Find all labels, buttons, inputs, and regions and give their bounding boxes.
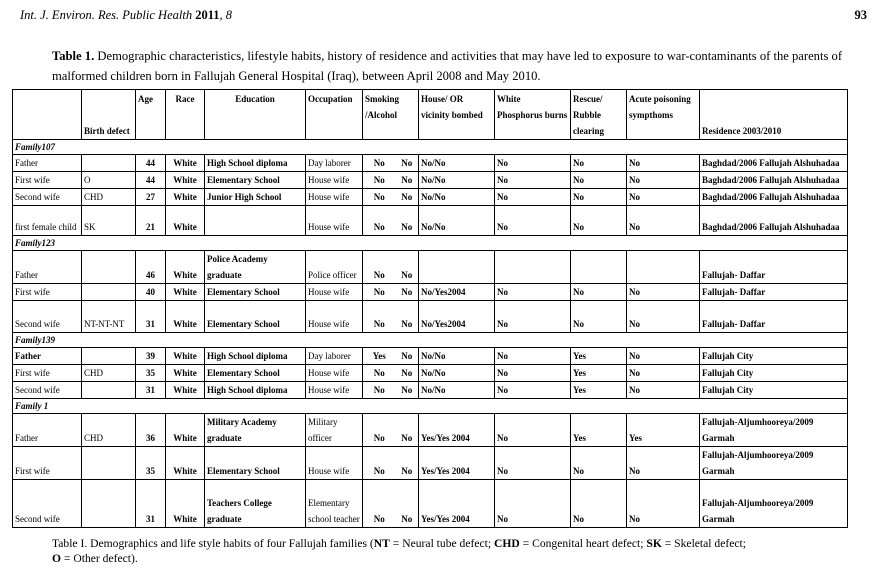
cell-age: 31 — [136, 382, 166, 399]
caption-text: Demographic characteristics, lifestyle habits, history of residence and activities that may have led to exposure to war-contaminants of the parents of malformed children born in Fallujah General Hospital (Iraq), between April 2008 and May 2010. — [52, 49, 843, 83]
cell-occupation: Elementary school teacher — [306, 480, 363, 528]
cell-defect: CHD — [82, 414, 136, 447]
cell-age: 31 — [136, 480, 166, 528]
footnote-text-sk: = Skeletal defect; — [661, 537, 746, 550]
header-house-bombed: House/ OR vicinity bombed — [419, 90, 495, 140]
header-race: Race — [166, 90, 205, 140]
cell-alcohol: No — [396, 284, 419, 301]
header-white-phosphorus: White Phosphorus burns — [495, 90, 571, 140]
cell-rescue: Yes — [571, 365, 627, 382]
cell-residence: Baghdad/2006 Fallujah Alshuhadaa — [700, 172, 848, 189]
cell-age: 44 — [136, 155, 166, 172]
cell-house: No/No — [419, 365, 495, 382]
table-row — [13, 172, 848, 189]
cell-residence: Baghdad/2006 Fallujah Alshuhadaa — [700, 155, 848, 172]
cell-house: No/No — [419, 382, 495, 399]
family-header-row — [13, 140, 848, 155]
cell-poisoning: No — [627, 172, 700, 189]
cell-alcohol: No — [396, 447, 419, 480]
cell-phosphorus: No — [495, 414, 571, 447]
cell-defect: NT-NT-NT — [82, 301, 136, 333]
footnote-text-o: = Other defect). — [61, 552, 138, 565]
cell-smoking: No — [363, 172, 396, 189]
cell-residence: Fallujah-Aljumhooreya/2009 Garmah — [700, 447, 848, 480]
cell-residence: Fallujah- Daffar — [700, 301, 848, 333]
cell-house — [419, 251, 495, 284]
journal-year: 2011 — [195, 8, 220, 22]
cell-age: 44 — [136, 172, 166, 189]
header-age: Age — [136, 90, 166, 140]
table-row — [13, 414, 848, 447]
cell-poisoning: No — [627, 348, 700, 365]
cell-age: 35 — [136, 447, 166, 480]
table-row — [13, 348, 848, 365]
cell-member: First wife — [13, 284, 82, 301]
header-birth-defect: Birth defect — [82, 90, 136, 140]
cell-poisoning: No — [627, 284, 700, 301]
cell-residence: Fallujah City — [700, 382, 848, 399]
cell-defect: SK — [82, 206, 136, 236]
cell-house: Yes/Yes 2004 — [419, 447, 495, 480]
cell-member: first female child — [13, 206, 82, 236]
cell-rescue: No — [571, 301, 627, 333]
cell-smoking: No — [363, 155, 396, 172]
cell-house: Yes/Yes 2004 — [419, 480, 495, 528]
journal-title: Int. J. Environ. Res. Public Health — [20, 8, 193, 22]
cell-defect — [82, 251, 136, 284]
cell-smoking: No — [363, 301, 396, 333]
family-header-row — [13, 399, 848, 414]
cell-education: Military Academy graduate — [205, 414, 306, 447]
cell-smoking: No — [363, 189, 396, 206]
cell-occupation: House wife — [306, 365, 363, 382]
table-row — [13, 365, 848, 382]
cell-house: No/No — [419, 206, 495, 236]
family-header-row — [13, 333, 848, 348]
cell-smoking: No — [363, 365, 396, 382]
page-number: 93 — [854, 8, 867, 22]
cell-race: White — [166, 251, 205, 284]
cell-race: White — [166, 284, 205, 301]
cell-rescue: No — [571, 172, 627, 189]
cell-phosphorus: No — [495, 365, 571, 382]
cell-education: Elementary School — [205, 301, 306, 333]
caption-label: Table 1. — [52, 49, 95, 63]
family-header-row — [13, 236, 848, 251]
footnote-abbr-o: O — [52, 552, 62, 565]
cell-occupation: House wife — [306, 206, 363, 236]
cell-poisoning: No — [627, 206, 700, 236]
cell-phosphorus: No — [495, 447, 571, 480]
table-row — [13, 155, 848, 172]
demographics-table — [12, 89, 848, 528]
cell-race: White — [166, 172, 205, 189]
cell-rescue: No — [571, 447, 627, 480]
cell-age: 46 — [136, 251, 166, 284]
cell-race: White — [166, 348, 205, 365]
table-caption — [52, 46, 852, 86]
table-row — [13, 251, 848, 284]
cell-member: Father — [13, 251, 82, 284]
cell-alcohol: No — [396, 155, 419, 172]
cell-age: 40 — [136, 284, 166, 301]
table-row — [13, 301, 848, 333]
footnote-lead: Table I. Demographics and life style habits of four Fallujah families ( — [52, 537, 374, 550]
cell-education: High School diploma — [205, 382, 306, 399]
family-name: Family139 — [13, 333, 848, 348]
cell-alcohol: No — [396, 480, 419, 528]
cell-alcohol: No — [396, 382, 419, 399]
cell-education: Elementary School — [205, 447, 306, 480]
cell-house: No/No — [419, 155, 495, 172]
cell-member: Second wife — [13, 382, 82, 399]
table-row — [13, 480, 848, 528]
cell-smoking: No — [363, 480, 396, 528]
cell-poisoning — [627, 251, 700, 284]
cell-alcohol: No — [396, 348, 419, 365]
cell-race: White — [166, 365, 205, 382]
cell-smoking: Yes — [363, 348, 396, 365]
header-rescue-rubble: Rescue/ Rubble clearing — [571, 90, 627, 140]
header-residence: Residence 2003/2010 — [700, 90, 848, 140]
cell-occupation: House wife — [306, 189, 363, 206]
cell-age: 36 — [136, 414, 166, 447]
cell-alcohol: No — [396, 301, 419, 333]
cell-age: 39 — [136, 348, 166, 365]
cell-poisoning: No — [627, 155, 700, 172]
cell-residence: Baghdad/2006 Fallujah Alshuhadaa — [700, 206, 848, 236]
cell-member: Second wife — [13, 189, 82, 206]
cell-alcohol: No — [396, 414, 419, 447]
cell-alcohol: No — [396, 365, 419, 382]
cell-rescue — [571, 251, 627, 284]
family-name: Family123 — [13, 236, 848, 251]
cell-residence: Fallujah City — [700, 348, 848, 365]
table-row — [13, 284, 848, 301]
cell-education: High School diploma — [205, 348, 306, 365]
cell-education: Police Academy graduate — [205, 251, 306, 284]
cell-defect — [82, 155, 136, 172]
cell-house: No/Yes2004 — [419, 284, 495, 301]
cell-member: Father — [13, 348, 82, 365]
cell-race: White — [166, 206, 205, 236]
cell-education: Teachers College graduate — [205, 480, 306, 528]
cell-smoking: No — [363, 447, 396, 480]
cell-house: Yes/Yes 2004 — [419, 414, 495, 447]
cell-education: Junior High School — [205, 189, 306, 206]
table-footnote — [52, 536, 852, 566]
cell-education: Elementary School — [205, 365, 306, 382]
cell-race: White — [166, 155, 205, 172]
family-name: Family107 — [13, 140, 848, 155]
cell-member: Father — [13, 155, 82, 172]
cell-race: White — [166, 189, 205, 206]
cell-smoking: No — [363, 382, 396, 399]
cell-phosphorus: No — [495, 480, 571, 528]
journal-volume: 8 — [225, 8, 233, 22]
header-smoking-alcohol: Smoking /Alcohol — [363, 90, 396, 140]
cell-defect — [82, 382, 136, 399]
cell-race: White — [166, 447, 205, 480]
footnote-abbr-chd: CHD — [493, 537, 520, 550]
footnote-abbr-nt: NT — [373, 537, 390, 550]
cell-phosphorus: No — [495, 172, 571, 189]
cell-smoking: No — [363, 414, 396, 447]
footnote-abbr-sk: SK — [646, 537, 662, 550]
cell-rescue: Yes — [571, 348, 627, 365]
cell-member: First wife — [13, 447, 82, 480]
cell-occupation: Police officer — [306, 251, 363, 284]
cell-age: 31 — [136, 301, 166, 333]
cell-phosphorus: No — [495, 382, 571, 399]
cell-alcohol: No — [396, 172, 419, 189]
cell-race: White — [166, 301, 205, 333]
cell-member: First wife — [13, 172, 82, 189]
table-row — [13, 447, 848, 480]
cell-house: No/No — [419, 172, 495, 189]
table-row — [13, 206, 848, 236]
cell-phosphorus: No — [495, 348, 571, 365]
cell-poisoning: No — [627, 365, 700, 382]
cell-phosphorus: No — [495, 284, 571, 301]
cell-occupation: House wife — [306, 447, 363, 480]
cell-occupation: House wife — [306, 172, 363, 189]
cell-occupation: Day laborer — [306, 348, 363, 365]
header-acute-poisoning: Acute poisoning sympthoms — [627, 90, 700, 140]
footnote-text-nt: = Neural tube defect; — [389, 537, 494, 550]
cell-occupation: House wife — [306, 284, 363, 301]
cell-defect — [82, 284, 136, 301]
cell-poisoning: No — [627, 447, 700, 480]
cell-rescue: No — [571, 189, 627, 206]
cell-residence: Fallujah City — [700, 365, 848, 382]
cell-education: Elementary School — [205, 172, 306, 189]
cell-race: White — [166, 382, 205, 399]
cell-residence: Baghdad/2006 Fallujah Alshuhadaa — [700, 189, 848, 206]
cell-poisoning: Yes — [627, 414, 700, 447]
cell-house: No/Yes2004 — [419, 301, 495, 333]
cell-occupation: Day laborer — [306, 155, 363, 172]
cell-alcohol: No — [396, 189, 419, 206]
cell-rescue: No — [571, 480, 627, 528]
cell-alcohol: No — [396, 251, 419, 284]
cell-defect — [82, 348, 136, 365]
cell-house: No/No — [419, 348, 495, 365]
cell-rescue: No — [571, 206, 627, 236]
cell-smoking: No — [363, 206, 396, 236]
cell-house: No/No — [419, 189, 495, 206]
cell-occupation: Military officer — [306, 414, 363, 447]
cell-rescue: No — [571, 155, 627, 172]
journal-header: Int. J. Environ. Res. Public Health 2011, 8 — [20, 8, 233, 22]
cell-education: High School diploma — [205, 155, 306, 172]
header-education: Education — [205, 90, 306, 140]
table-row — [13, 189, 848, 206]
cell-age: 21 — [136, 206, 166, 236]
cell-rescue: Yes — [571, 382, 627, 399]
cell-poisoning: No — [627, 301, 700, 333]
cell-age: 27 — [136, 189, 166, 206]
family-name: Family 1 — [13, 399, 848, 414]
cell-phosphorus: No — [495, 206, 571, 236]
cell-member: Father — [13, 414, 82, 447]
cell-race: White — [166, 480, 205, 528]
cell-smoking: No — [363, 251, 396, 284]
cell-rescue: Yes — [571, 414, 627, 447]
cell-alcohol: No — [396, 206, 419, 236]
cell-phosphorus: No — [495, 155, 571, 172]
cell-age: 35 — [136, 365, 166, 382]
cell-defect — [82, 480, 136, 528]
footnote-text-chd: = Congenital heart defect; — [519, 537, 647, 550]
cell-defect — [82, 447, 136, 480]
cell-residence: Fallujah- Daffar — [700, 284, 848, 301]
cell-poisoning: No — [627, 189, 700, 206]
cell-residence: Fallujah- Daffar — [700, 251, 848, 284]
cell-poisoning: No — [627, 382, 700, 399]
cell-poisoning: No — [627, 480, 700, 528]
cell-residence: Fallujah-Aljumhooreya/2009 Garmah — [700, 480, 848, 528]
table-row — [13, 382, 848, 399]
table-body — [13, 140, 848, 528]
cell-member: Second wife — [13, 301, 82, 333]
cell-phosphorus: No — [495, 189, 571, 206]
cell-smoking: No — [363, 284, 396, 301]
table-header-row — [13, 90, 848, 140]
cell-member: First wife — [13, 365, 82, 382]
cell-residence: Fallujah-Aljumhooreya/2009 Garmah — [700, 414, 848, 447]
cell-member: Second wife — [13, 480, 82, 528]
header-occupation: Occupation — [306, 90, 363, 140]
cell-defect: O — [82, 172, 136, 189]
cell-race: White — [166, 414, 205, 447]
cell-defect: CHD — [82, 189, 136, 206]
cell-rescue: No — [571, 284, 627, 301]
cell-defect: CHD — [82, 365, 136, 382]
cell-occupation: House wife — [306, 382, 363, 399]
header-member — [13, 90, 82, 140]
cell-education: Elementary School — [205, 284, 306, 301]
cell-phosphorus: No — [495, 301, 571, 333]
cell-occupation: House wife — [306, 301, 363, 333]
cell-phosphorus — [495, 251, 571, 284]
cell-education — [205, 206, 306, 236]
